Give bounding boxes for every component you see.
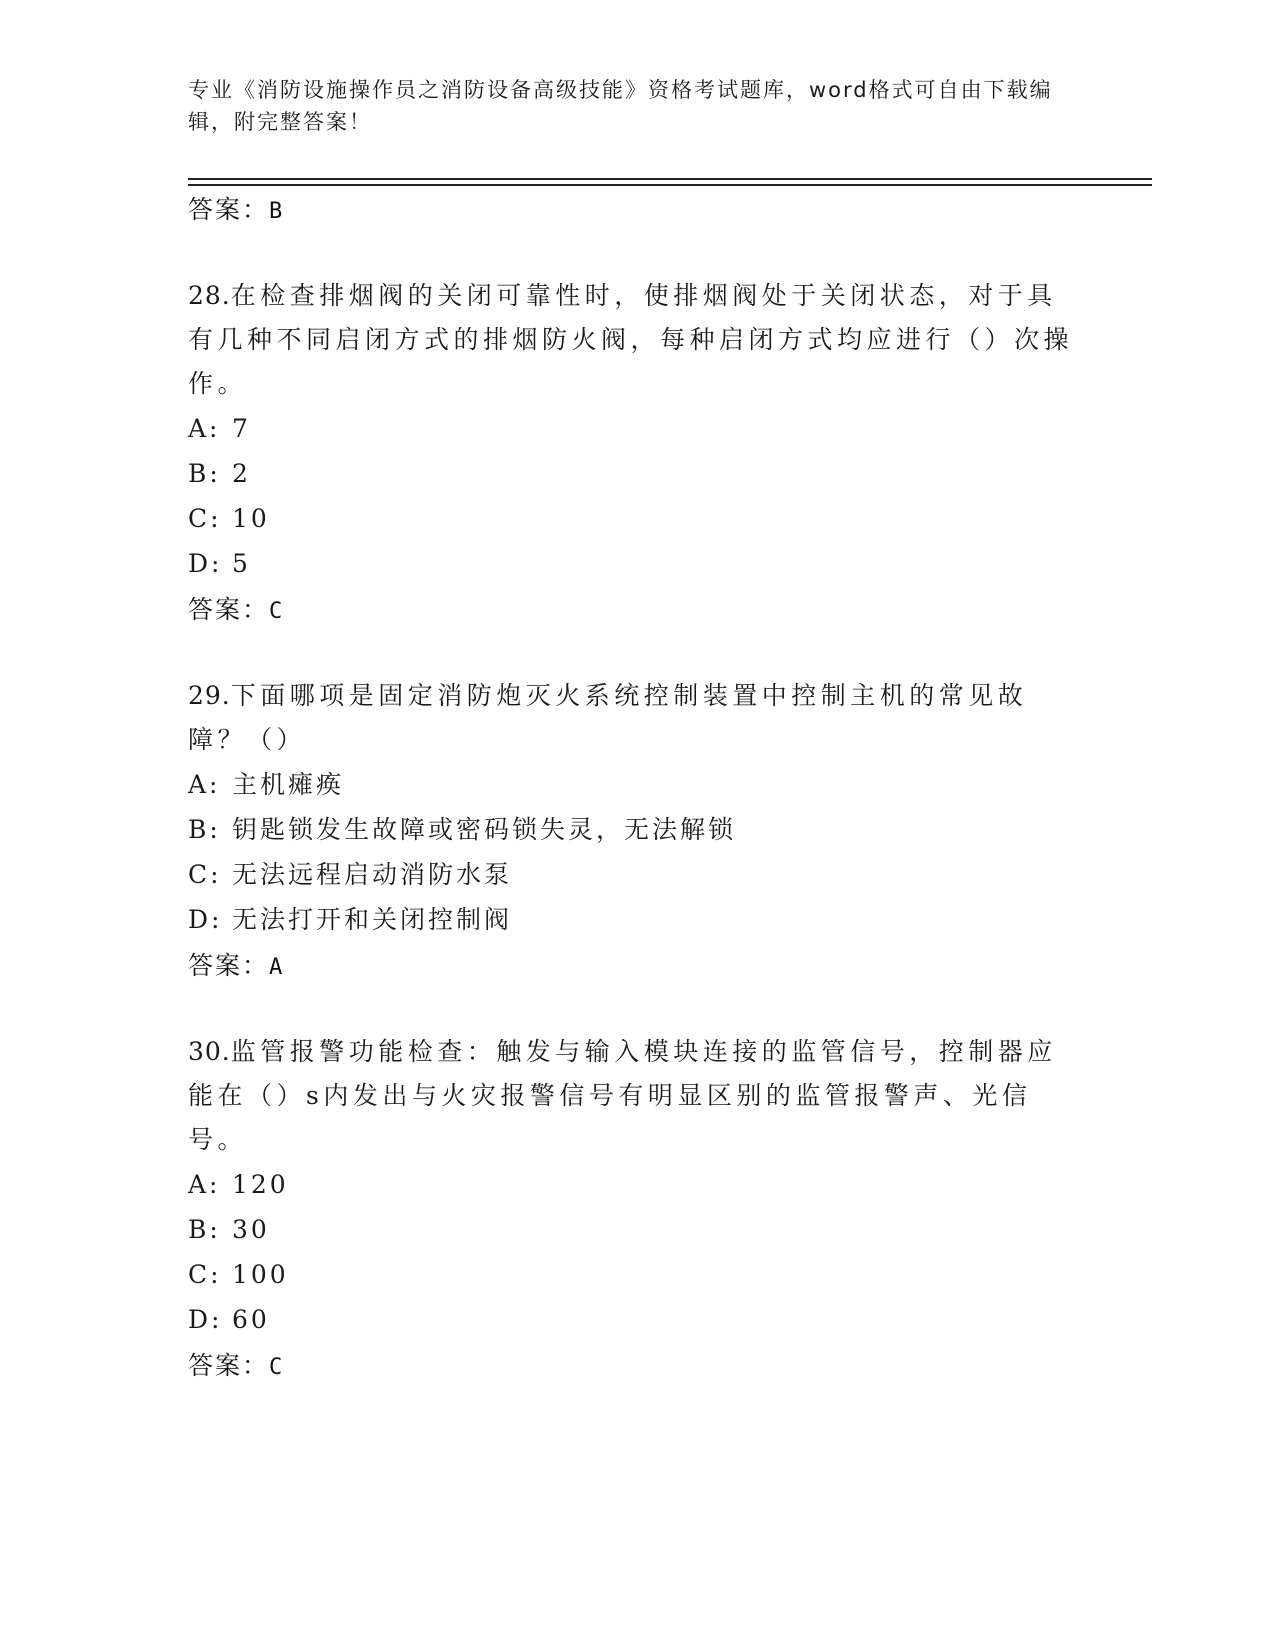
option-letter: A: — [188, 1170, 221, 1199]
answer-value: B — [269, 199, 285, 224]
option-text: 5 — [232, 549, 251, 578]
question-text — [188, 274, 1078, 406]
answer-label: 答案： — [188, 951, 270, 980]
header-rule-top — [188, 178, 1152, 180]
option-letter: A: — [188, 770, 221, 799]
option-d — [188, 541, 1088, 586]
answer-line — [188, 590, 1088, 630]
question-text — [188, 674, 1078, 762]
question-29 — [188, 674, 1088, 986]
option-text: 钥匙锁发生故障或密码锁失灵，无法解锁 — [232, 815, 737, 844]
option-d — [188, 897, 1088, 942]
question-body: 在检查排烟阀的关闭可靠性时，使排烟阀处于关闭状态，对于具有几种不同启闭方式的排烟防火阀，每种启闭方式均应进行（）次操作。 — [188, 281, 1074, 398]
option-letter: C: — [188, 860, 222, 889]
answer-value: C — [269, 599, 285, 624]
option-letter: D: — [188, 549, 223, 578]
answer-label: 答案： — [188, 1351, 270, 1380]
header-rule-bottom — [188, 184, 1152, 186]
answer-label: 答案： — [188, 195, 270, 224]
option-text: 60 — [232, 1305, 270, 1334]
option-a — [188, 406, 1088, 451]
question-28 — [188, 274, 1088, 630]
answer-line — [188, 946, 1088, 986]
option-letter: C: — [188, 1260, 222, 1289]
option-b — [188, 1207, 1088, 1252]
question-text — [188, 1030, 1078, 1162]
question-number: 30. — [188, 1037, 231, 1066]
option-text: 100 — [232, 1260, 289, 1289]
option-letter: C: — [188, 504, 222, 533]
option-letter: B: — [188, 459, 221, 488]
option-letter: D: — [188, 1305, 223, 1334]
option-a — [188, 762, 1088, 807]
option-letter: B: — [188, 1215, 221, 1244]
option-c — [188, 1252, 1088, 1297]
option-a — [188, 1162, 1088, 1207]
option-text: 2 — [232, 459, 251, 488]
question-list — [188, 190, 1088, 1386]
option-d — [188, 1297, 1088, 1342]
question-body: 监管报警功能检查：触发与输入模块连接的监管信号，控制器应能在（）s内发出与火灾报警信号有明显区别的监管报警声、光信号。 — [188, 1037, 1057, 1154]
question-number: 29. — [188, 681, 231, 710]
option-text: 120 — [232, 1170, 289, 1199]
question-body: 下面哪项是固定消防炮灭火系统控制装置中控制主机的常见故障？（） — [188, 681, 1028, 754]
previous-answer — [188, 190, 1088, 230]
option-letter: A: — [188, 414, 221, 443]
answer-label: 答案： — [188, 595, 270, 624]
option-b — [188, 451, 1088, 496]
option-text: 10 — [232, 504, 270, 533]
answer-value: A — [269, 955, 285, 980]
option-text: 30 — [232, 1215, 270, 1244]
question-30 — [188, 1030, 1088, 1386]
option-text: 7 — [232, 414, 251, 443]
option-text: 无法打开和关闭控制阀 — [232, 905, 513, 934]
option-c — [188, 496, 1088, 541]
answer-line — [188, 1346, 1088, 1386]
option-b — [188, 807, 1088, 852]
document-header: 专业《消防设施操作员之消防设备高级技能》资格考试题库，word格式可自由下载编辑，附完整答案！ — [188, 78, 1053, 134]
option-letter: B: — [188, 815, 221, 844]
answer-value: C — [269, 1355, 285, 1380]
option-c — [188, 852, 1088, 897]
option-text: 主机瘫痪 — [232, 770, 345, 799]
option-letter: D: — [188, 905, 223, 934]
question-number: 28. — [188, 281, 231, 310]
option-text: 无法远程启动消防水泵 — [232, 860, 513, 889]
